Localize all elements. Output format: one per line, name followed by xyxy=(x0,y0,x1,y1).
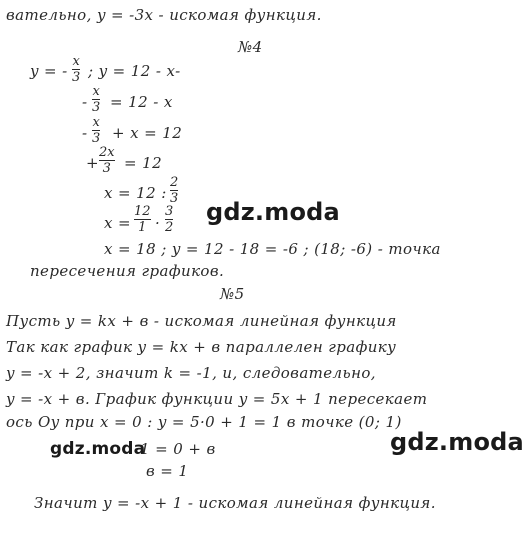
fraction-x-over-3 xyxy=(72,55,80,84)
denominator: 2 xyxy=(165,220,174,235)
denominator: 3 xyxy=(72,70,81,85)
watermark: gdz.moda xyxy=(206,198,340,226)
line-5-end: = 12 xyxy=(124,154,163,172)
line-17: Значит y = -x + 1 - искомая линейная функция. xyxy=(34,494,436,512)
numerator: 3 xyxy=(165,204,174,219)
line-13: y = -x + в. График функции y = 5x + 1 пересекает xyxy=(6,390,428,408)
watermark: gdz.moda xyxy=(390,428,524,456)
line-3-start: - xyxy=(82,93,88,111)
line-4-start: - xyxy=(82,124,88,142)
fraction-2-over-3 xyxy=(170,176,178,205)
line-3-end: = 12 - x xyxy=(110,93,173,111)
fraction-12-over-1 xyxy=(134,205,151,234)
line-12: y = -x + 2, значит k = -1, и, следовательно, xyxy=(6,364,376,382)
line-6-start: x = 12 : xyxy=(104,184,167,202)
line-2-start: y = - xyxy=(30,62,68,80)
line-7-dot: · xyxy=(155,214,161,232)
numerator: x xyxy=(72,54,80,69)
heading-task-4: №4 xyxy=(238,38,263,56)
line-15: 1 = 0 + в xyxy=(140,440,216,458)
denominator: 1 xyxy=(138,220,147,235)
numerator: x xyxy=(92,115,100,130)
denominator: 3 xyxy=(92,131,101,146)
denominator: 3 xyxy=(102,161,111,176)
line-8: x = 18 ; y = 12 - 18 = -6 ; (18; -6) - точка xyxy=(104,240,441,258)
watermark: gdz.moda xyxy=(50,439,146,459)
line-4-end: + x = 12 xyxy=(112,124,183,142)
numerator: 2 xyxy=(170,175,179,190)
line-7-start: x = xyxy=(104,214,131,232)
line-1: вательно, y = -3x - искомая функция. xyxy=(6,6,322,24)
numerator: 12 xyxy=(134,204,151,219)
numerator: 2x xyxy=(99,145,115,160)
fraction-x-over-3 xyxy=(92,116,100,145)
fraction-3-over-2 xyxy=(165,205,173,234)
line-5-start: + xyxy=(86,154,99,172)
denominator: 3 xyxy=(170,191,179,206)
line-14: ось Oy при x = 0 : y = 5·0 + 1 = 1 в точке (0; 1) xyxy=(6,413,402,431)
numerator: x xyxy=(92,84,100,99)
line-10: Пусть y = kx + в - искомая линейная функция xyxy=(6,312,397,330)
fraction-2x-over-3 xyxy=(99,146,115,175)
line-2-end: ; y = 12 - x- xyxy=(88,62,181,80)
line-16: в = 1 xyxy=(146,462,189,480)
line-11: Так как график y = kx + в параллелен графику xyxy=(6,338,397,356)
denominator: 3 xyxy=(92,100,101,115)
fraction-x-over-3 xyxy=(92,85,100,114)
heading-task-5: №5 xyxy=(220,285,245,303)
line-9: пересечения графиков. xyxy=(30,262,225,280)
